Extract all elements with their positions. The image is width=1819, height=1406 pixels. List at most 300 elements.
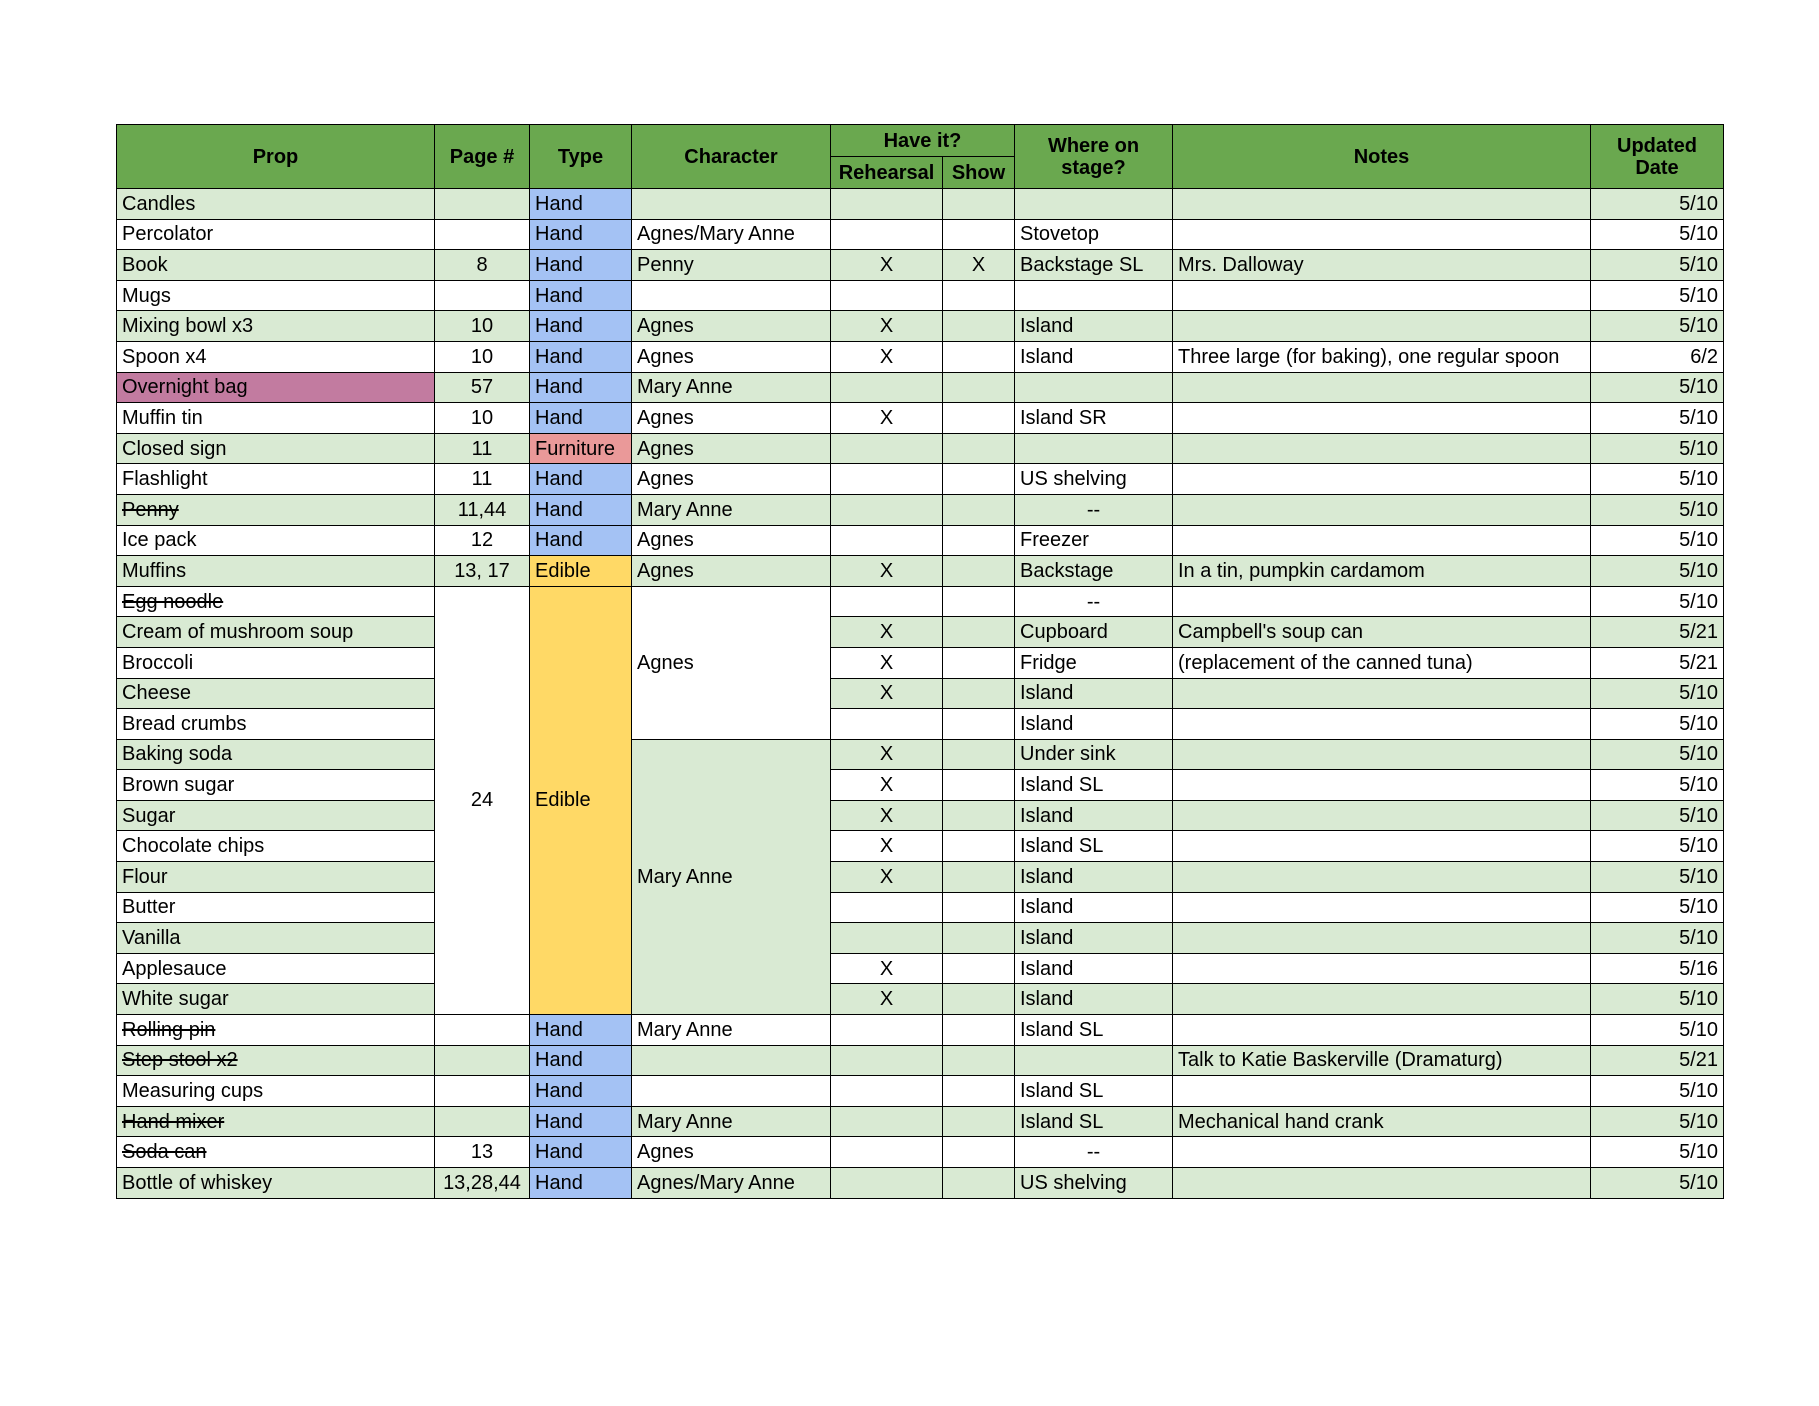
cell-page[interactable] <box>435 1076 530 1107</box>
cell-where[interactable]: Island SR <box>1015 403 1173 434</box>
header-type[interactable]: Type <box>530 125 632 189</box>
table-row <box>117 862 1724 893</box>
cell-updated-date[interactable]: 6/2 <box>1591 341 1724 372</box>
table-row <box>117 1106 1724 1137</box>
cell-rehearsal[interactable] <box>831 494 943 525</box>
cell-updated-date[interactable]: 5/21 <box>1591 647 1724 678</box>
cell-character[interactable]: Agnes <box>632 556 831 587</box>
cell-page[interactable]: 12 <box>435 525 530 556</box>
cell-where[interactable]: Island SL <box>1015 1015 1173 1046</box>
cell-updated-date[interactable]: 5/10 <box>1591 219 1724 250</box>
cell-prop[interactable]: Baking soda <box>117 739 435 770</box>
cell-show[interactable] <box>943 1045 1015 1076</box>
cell-character[interactable]: Agnes <box>632 464 831 495</box>
cell-notes[interactable] <box>1173 219 1591 250</box>
table-row <box>117 892 1724 923</box>
cell-type[interactable]: Hand <box>530 250 632 281</box>
cell-where[interactable]: Island <box>1015 923 1173 954</box>
cell-where[interactable] <box>1015 280 1173 311</box>
cell-rehearsal[interactable] <box>831 219 943 250</box>
cell-updated-date[interactable]: 5/10 <box>1591 1015 1724 1046</box>
cell-notes[interactable] <box>1173 709 1591 740</box>
cell-updated-date[interactable]: 5/10 <box>1591 464 1724 495</box>
cell-where[interactable]: Island <box>1015 709 1173 740</box>
cell-where[interactable]: -- <box>1015 586 1173 617</box>
cell-notes[interactable] <box>1173 953 1591 984</box>
table-row <box>117 831 1724 862</box>
cell-rehearsal[interactable] <box>831 586 943 617</box>
cell-where[interactable]: Backstage SL <box>1015 250 1173 281</box>
cell-show[interactable] <box>943 525 1015 556</box>
cell-character-merged-mary-anne[interactable]: Mary Anne <box>632 739 831 1014</box>
cell-page[interactable]: 11 <box>435 433 530 464</box>
cell-where[interactable]: -- <box>1015 1137 1173 1168</box>
cell-notes[interactable] <box>1173 739 1591 770</box>
cell-where[interactable] <box>1015 372 1173 403</box>
cell-character[interactable] <box>632 1076 831 1107</box>
cell-show[interactable] <box>943 678 1015 709</box>
cell-rehearsal[interactable] <box>831 923 943 954</box>
cell-updated-date[interactable]: 5/10 <box>1591 923 1724 954</box>
cell-character[interactable]: Agnes/Mary Anne <box>632 219 831 250</box>
cell-where[interactable]: Island <box>1015 892 1173 923</box>
cell-character[interactable]: Agnes <box>632 525 831 556</box>
cell-where[interactable]: Under sink <box>1015 739 1173 770</box>
cell-notes[interactable] <box>1173 678 1591 709</box>
props-table <box>116 124 1724 1199</box>
cell-rehearsal[interactable] <box>831 1015 943 1046</box>
cell-updated-date[interactable]: 5/10 <box>1591 433 1724 464</box>
cell-rehearsal[interactable] <box>831 433 943 464</box>
cell-updated-date[interactable]: 5/10 <box>1591 280 1724 311</box>
cell-show[interactable] <box>943 1015 1015 1046</box>
table-row <box>117 433 1724 464</box>
cell-type[interactable]: Hand <box>530 341 632 372</box>
cell-notes[interactable] <box>1173 464 1591 495</box>
cell-show[interactable] <box>943 617 1015 648</box>
cell-show[interactable] <box>943 556 1015 587</box>
table-row <box>117 953 1724 984</box>
cell-show[interactable] <box>943 280 1015 311</box>
cell-notes[interactable] <box>1173 1137 1591 1168</box>
cell-where[interactable]: Island <box>1015 862 1173 893</box>
header-have-it[interactable]: Have it? <box>831 125 1015 157</box>
cell-page[interactable]: 10 <box>435 311 530 342</box>
cell-character[interactable]: Mary Anne <box>632 1015 831 1046</box>
cell-updated-date[interactable]: 5/10 <box>1591 189 1724 220</box>
cell-type[interactable]: Hand <box>530 1106 632 1137</box>
cell-updated-date[interactable]: 5/21 <box>1591 1045 1724 1076</box>
table-row <box>117 189 1724 220</box>
cell-show[interactable] <box>943 464 1015 495</box>
cell-notes[interactable]: (replacement of the canned tuna) <box>1173 647 1591 678</box>
cell-prop[interactable]: Step stool x2 <box>117 1045 435 1076</box>
cell-prop[interactable]: Overnight bag <box>117 372 435 403</box>
cell-notes[interactable] <box>1173 984 1591 1015</box>
cell-type-merged[interactable]: Edible <box>530 586 632 1014</box>
cell-notes[interactable]: Mrs. Dalloway <box>1173 250 1591 281</box>
cell-rehearsal[interactable] <box>831 280 943 311</box>
cell-where[interactable]: Island <box>1015 953 1173 984</box>
cell-updated-date[interactable]: 5/10 <box>1591 1106 1724 1137</box>
cell-prop[interactable]: Closed sign <box>117 433 435 464</box>
cell-prop[interactable]: Cream of mushroom soup <box>117 617 435 648</box>
cell-updated-date[interactable]: 5/10 <box>1591 800 1724 831</box>
table-row <box>117 647 1724 678</box>
table-row <box>117 1137 1724 1168</box>
cell-page[interactable]: 13 <box>435 1137 530 1168</box>
cell-updated-date[interactable]: 5/10 <box>1591 831 1724 862</box>
table-row <box>117 739 1724 770</box>
cell-page[interactable] <box>435 280 530 311</box>
cell-show[interactable] <box>943 709 1015 740</box>
cell-rehearsal[interactable]: X <box>831 739 943 770</box>
cell-updated-date[interactable]: 5/10 <box>1591 1168 1724 1199</box>
cell-where[interactable]: US shelving <box>1015 464 1173 495</box>
cell-notes[interactable] <box>1173 1168 1591 1199</box>
cell-notes[interactable] <box>1173 770 1591 801</box>
cell-rehearsal[interactable] <box>831 525 943 556</box>
cell-show[interactable] <box>943 953 1015 984</box>
cell-updated-date[interactable]: 5/10 <box>1591 403 1724 434</box>
cell-updated-date[interactable]: 5/10 <box>1591 250 1724 281</box>
cell-updated-date[interactable]: 5/10 <box>1591 709 1724 740</box>
cell-prop[interactable]: Egg noodle <box>117 586 435 617</box>
cell-notes[interactable] <box>1173 494 1591 525</box>
cell-page[interactable] <box>435 219 530 250</box>
cell-show[interactable]: X <box>943 250 1015 281</box>
cell-page[interactable] <box>435 1045 530 1076</box>
cell-updated-date[interactable]: 5/10 <box>1591 1137 1724 1168</box>
cell-character[interactable] <box>632 280 831 311</box>
cell-show[interactable] <box>943 1076 1015 1107</box>
cell-show[interactable] <box>943 984 1015 1015</box>
cell-prop[interactable]: Cheese <box>117 678 435 709</box>
cell-prop[interactable]: Mugs <box>117 280 435 311</box>
cell-notes[interactable]: Three large (for baking), one regular spoon <box>1173 341 1591 372</box>
cell-show[interactable] <box>943 494 1015 525</box>
cell-character[interactable]: Penny <box>632 250 831 281</box>
cell-page[interactable]: 13, 17 <box>435 556 530 587</box>
cell-prop[interactable]: Mixing bowl x3 <box>117 311 435 342</box>
cell-rehearsal[interactable] <box>831 189 943 220</box>
cell-type[interactable]: Hand <box>530 280 632 311</box>
cell-where[interactable]: Island <box>1015 984 1173 1015</box>
cell-rehearsal[interactable] <box>831 464 943 495</box>
cell-show[interactable] <box>943 800 1015 831</box>
table-row <box>117 341 1724 372</box>
cell-notes[interactable] <box>1173 189 1591 220</box>
cell-page[interactable]: 10 <box>435 403 530 434</box>
cell-notes[interactable] <box>1173 831 1591 862</box>
cell-show[interactable] <box>943 1106 1015 1137</box>
cell-where[interactable]: Backstage <box>1015 556 1173 587</box>
cell-notes[interactable] <box>1173 280 1591 311</box>
cell-rehearsal[interactable]: X <box>831 556 943 587</box>
cell-rehearsal[interactable]: X <box>831 341 943 372</box>
cell-type[interactable]: Hand <box>530 189 632 220</box>
cell-where[interactable]: Island SL <box>1015 831 1173 862</box>
cell-rehearsal[interactable] <box>831 1168 943 1199</box>
cell-show[interactable] <box>943 1168 1015 1199</box>
header-updated-date[interactable]: Updated Date <box>1591 125 1724 189</box>
cell-type[interactable]: Hand <box>530 311 632 342</box>
cell-notes[interactable] <box>1173 433 1591 464</box>
cell-prop[interactable]: Penny <box>117 494 435 525</box>
cell-notes[interactable]: Talk to Katie Baskerville (Dramaturg) <box>1173 1045 1591 1076</box>
cell-show[interactable] <box>943 862 1015 893</box>
table-row <box>117 1168 1724 1199</box>
cell-where[interactable] <box>1015 189 1173 220</box>
table-row <box>117 250 1724 281</box>
cell-prop[interactable]: Muffins <box>117 556 435 587</box>
cell-character[interactable]: Agnes <box>632 341 831 372</box>
cell-show[interactable] <box>943 892 1015 923</box>
cell-rehearsal[interactable]: X <box>831 311 943 342</box>
cell-updated-date[interactable]: 5/10 <box>1591 1076 1724 1107</box>
cell-prop[interactable]: Measuring cups <box>117 1076 435 1107</box>
cell-type[interactable]: Furniture <box>530 433 632 464</box>
cell-page[interactable]: 8 <box>435 250 530 281</box>
cell-updated-date[interactable]: 5/10 <box>1591 525 1724 556</box>
cell-where[interactable]: Island <box>1015 678 1173 709</box>
cell-prop[interactable]: Flour <box>117 862 435 893</box>
cell-character[interactable]: Mary Anne <box>632 372 831 403</box>
cell-notes[interactable] <box>1173 923 1591 954</box>
cell-page[interactable]: 10 <box>435 341 530 372</box>
cell-show[interactable] <box>943 831 1015 862</box>
cell-updated-date[interactable]: 5/10 <box>1591 678 1724 709</box>
cell-where[interactable]: Fridge <box>1015 647 1173 678</box>
cell-notes[interactable] <box>1173 1015 1591 1046</box>
cell-where[interactable]: Island SL <box>1015 770 1173 801</box>
header-prop[interactable]: Prop <box>117 125 435 189</box>
cell-character[interactable]: Agnes/Mary Anne <box>632 1168 831 1199</box>
cell-rehearsal[interactable] <box>831 1137 943 1168</box>
cell-show[interactable] <box>943 311 1015 342</box>
cell-type[interactable]: Hand <box>530 464 632 495</box>
cell-notes[interactable] <box>1173 525 1591 556</box>
cell-rehearsal[interactable]: X <box>831 862 943 893</box>
cell-show[interactable] <box>943 647 1015 678</box>
cell-updated-date[interactable]: 5/10 <box>1591 739 1724 770</box>
cell-show[interactable] <box>943 923 1015 954</box>
table-body <box>117 189 1724 1199</box>
cell-where[interactable]: -- <box>1015 494 1173 525</box>
cell-show[interactable] <box>943 372 1015 403</box>
cell-page[interactable] <box>435 1015 530 1046</box>
cell-prop[interactable]: Rolling pin <box>117 1015 435 1046</box>
table-row <box>117 464 1724 495</box>
cell-show[interactable] <box>943 770 1015 801</box>
header-character[interactable]: Character <box>632 125 831 189</box>
cell-prop[interactable]: White sugar <box>117 984 435 1015</box>
cell-rehearsal[interactable]: X <box>831 647 943 678</box>
cell-type[interactable]: Edible <box>530 556 632 587</box>
cell-notes[interactable]: Mechanical hand crank <box>1173 1106 1591 1137</box>
cell-prop[interactable]: Candles <box>117 189 435 220</box>
cell-page[interactable]: 57 <box>435 372 530 403</box>
cell-notes[interactable] <box>1173 862 1591 893</box>
cell-where[interactable]: Island <box>1015 800 1173 831</box>
cell-type[interactable]: Hand <box>530 494 632 525</box>
cell-type[interactable]: Hand <box>530 525 632 556</box>
cell-where[interactable]: Stovetop <box>1015 219 1173 250</box>
cell-rehearsal[interactable] <box>831 1045 943 1076</box>
cell-notes[interactable] <box>1173 372 1591 403</box>
header-where[interactable]: Where on stage? <box>1015 125 1173 189</box>
header-notes[interactable]: Notes <box>1173 125 1591 189</box>
table-row <box>117 1076 1724 1107</box>
cell-where[interactable] <box>1015 1045 1173 1076</box>
cell-type[interactable]: Hand <box>530 1076 632 1107</box>
cell-page[interactable] <box>435 1106 530 1137</box>
table-row <box>117 1045 1724 1076</box>
cell-rehearsal[interactable]: X <box>831 250 943 281</box>
cell-rehearsal[interactable]: X <box>831 953 943 984</box>
cell-notes[interactable]: Campbell's soup can <box>1173 617 1591 648</box>
cell-type[interactable]: Hand <box>530 1045 632 1076</box>
cell-rehearsal[interactable]: X <box>831 678 943 709</box>
cell-rehearsal[interactable]: X <box>831 984 943 1015</box>
cell-show[interactable] <box>943 1137 1015 1168</box>
cell-notes[interactable] <box>1173 800 1591 831</box>
cell-where[interactable]: Island <box>1015 311 1173 342</box>
cell-show[interactable] <box>943 341 1015 372</box>
cell-character[interactable] <box>632 1045 831 1076</box>
cell-rehearsal[interactable] <box>831 372 943 403</box>
cell-updated-date[interactable]: 5/10 <box>1591 892 1724 923</box>
cell-prop[interactable]: Hand mixer <box>117 1106 435 1137</box>
cell-show[interactable] <box>943 403 1015 434</box>
header-rehearsal[interactable]: Rehearsal <box>831 157 943 189</box>
cell-page[interactable]: 11,44 <box>435 494 530 525</box>
cell-character-merged-agnes[interactable]: Agnes <box>632 586 831 739</box>
table-row <box>117 494 1724 525</box>
cell-type[interactable]: Hand <box>530 403 632 434</box>
table-row <box>117 923 1724 954</box>
cell-prop[interactable]: Spoon x4 <box>117 341 435 372</box>
cell-character[interactable]: Agnes <box>632 403 831 434</box>
cell-type[interactable]: Hand <box>530 372 632 403</box>
cell-updated-date[interactable]: 5/10 <box>1591 770 1724 801</box>
header-show[interactable]: Show <box>943 157 1015 189</box>
cell-notes[interactable] <box>1173 586 1591 617</box>
cell-rehearsal[interactable]: X <box>831 617 943 648</box>
cell-notes[interactable] <box>1173 403 1591 434</box>
cell-show[interactable] <box>943 219 1015 250</box>
cell-notes[interactable]: In a tin, pumpkin cardamom <box>1173 556 1591 587</box>
cell-prop[interactable]: Vanilla <box>117 923 435 954</box>
cell-where[interactable]: US shelving <box>1015 1168 1173 1199</box>
cell-prop[interactable]: Sugar <box>117 800 435 831</box>
cell-updated-date[interactable]: 5/16 <box>1591 953 1724 984</box>
cell-page[interactable] <box>435 189 530 220</box>
cell-prop[interactable]: Ice pack <box>117 525 435 556</box>
cell-show[interactable] <box>943 433 1015 464</box>
cell-rehearsal[interactable]: X <box>831 800 943 831</box>
cell-page[interactable]: 13,28,44 <box>435 1168 530 1199</box>
table-row <box>117 984 1724 1015</box>
cell-character[interactable]: Agnes <box>632 311 831 342</box>
cell-prop[interactable]: Butter <box>117 892 435 923</box>
cell-type[interactable]: Hand <box>530 1168 632 1199</box>
cell-prop[interactable]: Bread crumbs <box>117 709 435 740</box>
cell-notes[interactable] <box>1173 311 1591 342</box>
cell-prop[interactable]: Brown sugar <box>117 770 435 801</box>
cell-prop[interactable]: Muffin tin <box>117 403 435 434</box>
cell-type[interactable]: Hand <box>530 1137 632 1168</box>
cell-rehearsal[interactable] <box>831 1076 943 1107</box>
cell-updated-date[interactable]: 5/10 <box>1591 984 1724 1015</box>
table-row <box>117 800 1724 831</box>
cell-updated-date[interactable]: 5/10 <box>1591 556 1724 587</box>
table-row <box>117 372 1724 403</box>
cell-rehearsal[interactable] <box>831 1106 943 1137</box>
table-row <box>117 678 1724 709</box>
table-row <box>117 311 1724 342</box>
cell-prop[interactable]: Flashlight <box>117 464 435 495</box>
cell-rehearsal[interactable]: X <box>831 403 943 434</box>
cell-where[interactable]: Island <box>1015 341 1173 372</box>
cell-character[interactable]: Agnes <box>632 433 831 464</box>
cell-rehearsal[interactable]: X <box>831 770 943 801</box>
cell-updated-date[interactable]: 5/21 <box>1591 617 1724 648</box>
cell-prop[interactable]: Applesauce <box>117 953 435 984</box>
cell-rehearsal[interactable]: X <box>831 831 943 862</box>
header-page[interactable]: Page # <box>435 125 530 189</box>
cell-rehearsal[interactable] <box>831 709 943 740</box>
cell-prop[interactable]: Chocolate chips <box>117 831 435 862</box>
cell-show[interactable] <box>943 189 1015 220</box>
cell-page-merged[interactable]: 24 <box>435 586 530 1014</box>
table-row <box>117 770 1724 801</box>
cell-show[interactable] <box>943 739 1015 770</box>
cell-character[interactable]: Mary Anne <box>632 494 831 525</box>
cell-character[interactable]: Agnes <box>632 1137 831 1168</box>
cell-prop[interactable]: Bottle of whiskey <box>117 1168 435 1199</box>
cell-page[interactable]: 11 <box>435 464 530 495</box>
cell-where[interactable]: Freezer <box>1015 525 1173 556</box>
cell-where[interactable] <box>1015 433 1173 464</box>
table-row <box>117 525 1724 556</box>
table-row <box>117 556 1724 587</box>
cell-updated-date[interactable]: 5/10 <box>1591 311 1724 342</box>
cell-type[interactable]: Hand <box>530 219 632 250</box>
cell-prop[interactable]: Soda can <box>117 1137 435 1168</box>
cell-updated-date[interactable]: 5/10 <box>1591 862 1724 893</box>
cell-notes[interactable] <box>1173 1076 1591 1107</box>
cell-where[interactable]: Island SL <box>1015 1106 1173 1137</box>
cell-rehearsal[interactable] <box>831 892 943 923</box>
cell-notes[interactable] <box>1173 892 1591 923</box>
table-row <box>117 617 1724 648</box>
table-row <box>117 1015 1724 1046</box>
cell-character[interactable]: Mary Anne <box>632 1106 831 1137</box>
cell-prop[interactable]: Book <box>117 250 435 281</box>
cell-character[interactable] <box>632 189 831 220</box>
cell-updated-date[interactable]: 5/10 <box>1591 372 1724 403</box>
cell-prop[interactable]: Broccoli <box>117 647 435 678</box>
cell-type[interactable]: Hand <box>530 1015 632 1046</box>
cell-where[interactable]: Cupboard <box>1015 617 1173 648</box>
table-row <box>117 280 1724 311</box>
cell-updated-date[interactable]: 5/10 <box>1591 494 1724 525</box>
cell-show[interactable] <box>943 586 1015 617</box>
cell-updated-date[interactable]: 5/10 <box>1591 586 1724 617</box>
cell-prop[interactable]: Percolator <box>117 219 435 250</box>
cell-where[interactable]: Island SL <box>1015 1076 1173 1107</box>
